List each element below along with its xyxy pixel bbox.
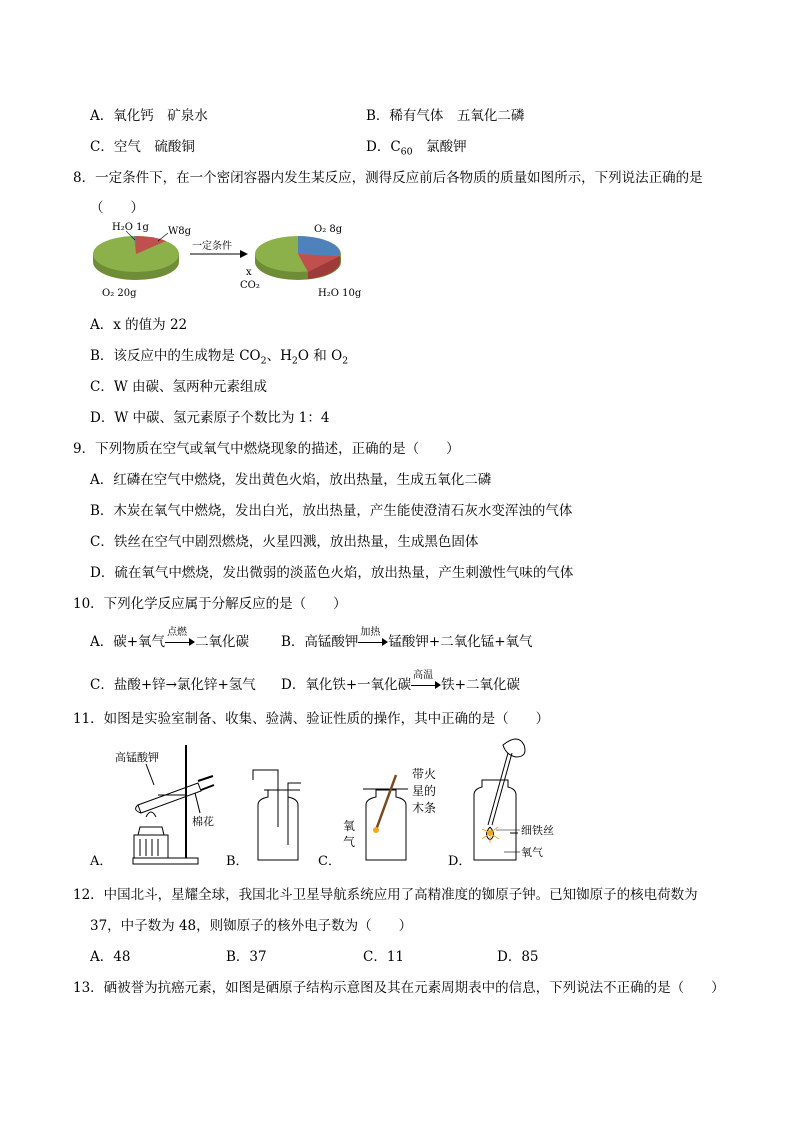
- q10-option-d: D．氧化铁+一氧化碳 高温 铁+二氧化碳: [281, 670, 520, 693]
- q11-stem: 11．如图是实验室制备、收集、验满、验证性质的操作，其中正确的是（ ）: [73, 711, 550, 727]
- oxygen-c-label-1: 氧: [343, 819, 356, 833]
- apparatus-a: [115, 745, 214, 864]
- q11-option-d-label: D．: [448, 854, 472, 869]
- q12-option-b: B．37: [226, 949, 267, 965]
- q9-option-d: D．硫在氧气中燃烧，发出微弱的淡蓝色火焰，放出热量，产生刺激性气味的气体: [90, 565, 574, 581]
- before-w-label: W8g: [168, 226, 192, 237]
- q13-stem: 13．硒被誉为抗癌元素，如图是硒原子结构示意图及其在元素周期表中的信息，下列说法不正确的是（ ）: [73, 980, 725, 996]
- q12-option-c: C．11: [363, 949, 405, 965]
- q8-option-b: B．该反应中的生成物是 $CO_2$、$H_2O$ 和 $O_2$: [90, 348, 349, 367]
- q8-pie-figure: [88, 218, 378, 300]
- q8-paren: （ ）: [90, 200, 144, 216]
- q11-apparatus-figure: [88, 735, 588, 870]
- q12-stem-cont: 37，中子数为 48，则铷原子的核外电子数为（ ）: [90, 918, 413, 934]
- after-x-label: x: [246, 267, 252, 278]
- after-o2-label: O₂ 8g: [314, 224, 343, 235]
- splint-label-2: 星的: [412, 784, 437, 798]
- oxygen-c-label-2: 气: [343, 835, 356, 849]
- before-o2-label: O₂ 20g: [102, 288, 137, 299]
- q7-option-a: A．氧化钙 矿泉水: [90, 108, 208, 124]
- q10-option-a: A．碳+氧气 点燃 二氧化碳: [90, 627, 250, 650]
- q11-option-b-label: B．: [226, 854, 249, 869]
- q8-option-c: C．W 由碳、氢两种元素组成: [90, 379, 267, 395]
- q11-option-a-label: A．: [90, 854, 113, 869]
- q7-option-b: B．稀有气体 五氧化二磷: [366, 108, 525, 124]
- q8-option-d: D．W 中碳、氢元素原子个数比为 1：4: [90, 410, 330, 426]
- q12-option-d: D．85: [497, 949, 539, 965]
- q7-option-c: C．空气 硫酸铜: [90, 139, 195, 155]
- before-h2o-label: H₂O 1g: [112, 222, 149, 233]
- q11-option-c-label: C．: [318, 854, 341, 869]
- q10-option-b: B．高锰酸钾 加热 锰酸钾+二氧化锰+氧气: [281, 627, 533, 650]
- apparatus-b: [253, 770, 301, 860]
- q12-stem: 12．中国北斗，星耀全球，我国北斗卫星导航系统应用了高精准度的铷原子钟。已知铷原子的核电荷数为: [73, 887, 698, 903]
- kmno4-label: 高锰酸钾: [115, 751, 159, 764]
- q10-option-c: C．盐酸+锌→氯化锌+氢气: [90, 677, 256, 693]
- q8-stem: 8．一定条件下，在一个密闭容器内发生某反应，测得反应前后各物质的质量如图所示，下列说法正确的是: [73, 170, 703, 186]
- q9-option-c: C．铁丝在空气中剧烈燃烧，火星四溅，放出热量，生成黑色固体: [90, 534, 479, 550]
- splint-label-1: 带火: [412, 767, 437, 781]
- oxygen-d-label: 氧气: [521, 846, 543, 859]
- cotton-label: 棉花: [192, 815, 214, 828]
- after-h2o-label: H₂O 10g: [318, 288, 362, 299]
- iron-wire-label: 细铁丝: [521, 824, 554, 837]
- arrow-condition-label: 一定条件: [192, 241, 232, 252]
- q8-option-a: A．x 的值为 22: [90, 317, 188, 333]
- glowing-tip-icon: [373, 827, 379, 833]
- after-co2-label: CO₂: [240, 280, 260, 291]
- q9-option-a: A．红磷在空气中燃烧，发出黄色火焰，放出热量，生成五氧化二磷: [90, 472, 492, 488]
- reaction-arrow-icon: [240, 250, 248, 258]
- q7-option-d: D．$C_{60}$ 氯酸钾: [366, 139, 467, 158]
- pie-before: [93, 236, 179, 280]
- pie-after: [255, 236, 341, 280]
- q10-stem: 10．下列化学反应属于分解反应的是（ ）: [73, 596, 347, 612]
- apparatus-d: [474, 739, 525, 860]
- q9-option-b: B．木炭在氧气中燃烧，发出白光，放出热量，产生能使澄清石灰水变浑浊的气体: [90, 503, 573, 519]
- apparatus-c: [363, 775, 408, 860]
- q12-option-a: A．48: [90, 949, 131, 965]
- splint-label-3: 木条: [412, 801, 437, 815]
- q9-stem: 9．下列物质在空气或氧气中燃烧现象的描述，正确的是（ ）: [73, 441, 460, 457]
